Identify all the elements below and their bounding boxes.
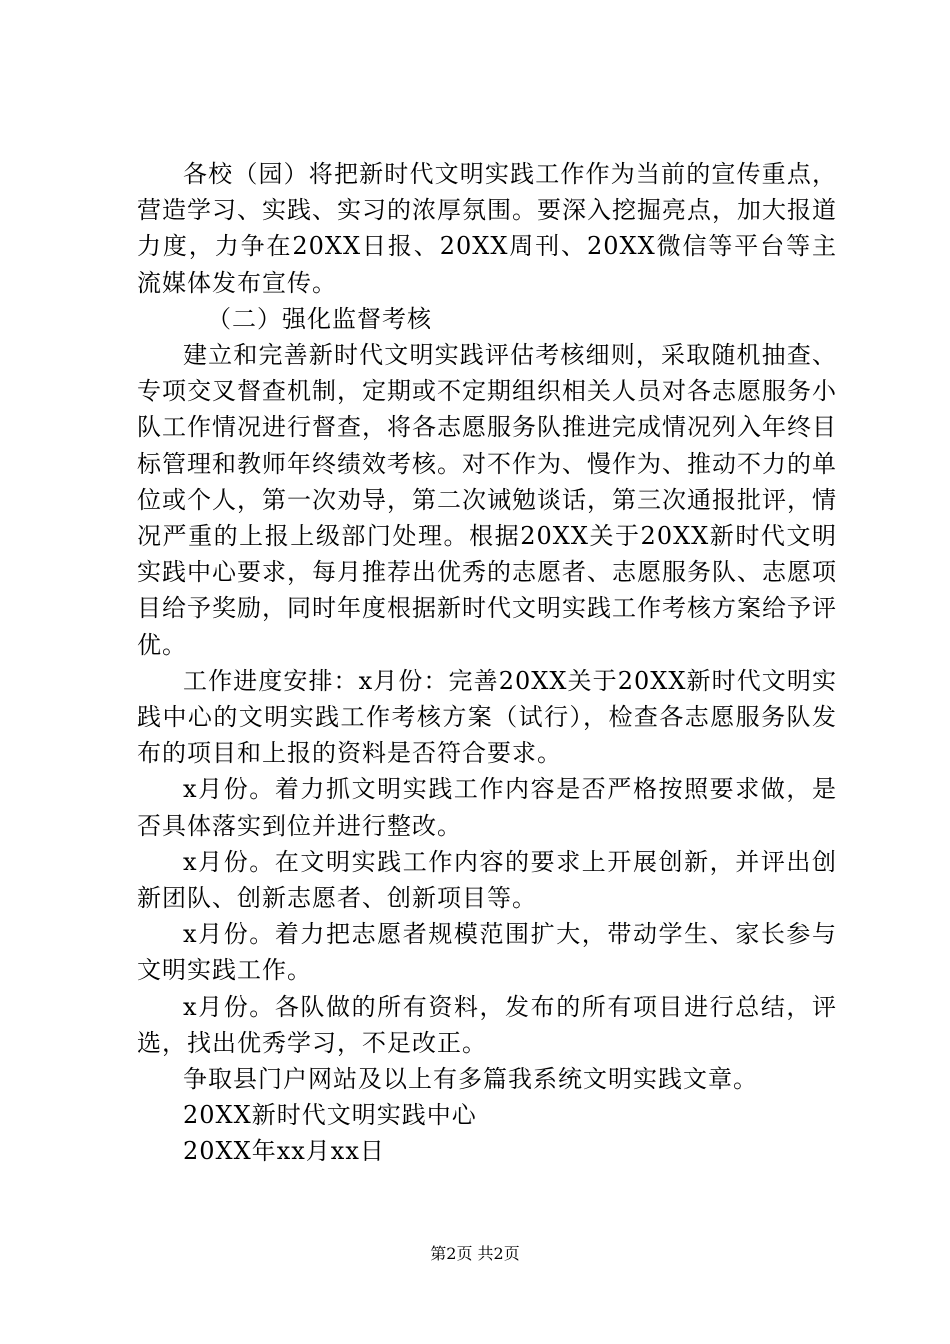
signature-date: 20XX年xx月xx日 <box>183 1137 385 1166</box>
section-heading-supervision: （二）强化监督考核 <box>207 304 432 333</box>
paragraph-month-4: x月份。着力把志愿者规模范围扩大，带动学生、家长参与文明实践工作。 <box>137 920 837 985</box>
paragraph-month-5: x月份。各队做的所有资料，发布的所有项目进行总结，评选，找出优秀学习，不足改正。 <box>137 992 837 1057</box>
paragraph-month-2: x月份。着力抓文明实践工作内容是否严格按照要求做，是否具体落实到位并进行整改。 <box>137 775 837 840</box>
paragraph-schedule: 工作进度安排：x月份：完善20XX关于20XX新时代文明实践中心的文明实践工作考核方案（试行），检查各志愿服务队发布的项目和上报的资料是否符合要求。 <box>137 666 837 768</box>
paragraph-publicity: 各校（园）将把新时代文明实践工作作为当前的宣传重点，营造学习、实践、实习的浓厚氛围。要深入挖掘亮点，加大报道力度，力争在20XX日报、20XX周刊、20XX微信等平台等主流媒体发布宣传。 <box>137 160 837 297</box>
document-body <box>137 156 837 1170</box>
paragraph-month-3: x月份。在文明实践工作内容的要求上开展创新，并评出创新团队、创新志愿者、创新项目等。 <box>137 847 837 913</box>
paragraph-goal: 争取县门户网站及以上有多篇我系统文明实践文章。 <box>183 1065 758 1094</box>
signature-organization: 20XX新时代文明实践中心 <box>183 1101 477 1130</box>
page-footer: 第2页 共2页 <box>430 1244 520 1263</box>
paragraph-assessment: 建立和完善新时代文明实践评估考核细则，采取随机抽查、专项交叉督查机制，定期或不定期组织相关人员对各志愿服务小队工作情况进行督查，将各志愿服务队推进完成情况列入年终目标管理和教师年终绩效考核。对不作为、慢作为、推动不力的单位或个人，第一次劝导，第二次诫勉谈话，第三次通报批评，情况严重的上报上级部门处理。根据20XX关于20XX新时代文明实践中心要求，每月推荐出优秀的志愿者、志愿服务队、志愿项目给予奖励，同时年度根据新时代文明实践工作考核方案给予评优。 <box>137 341 837 659</box>
